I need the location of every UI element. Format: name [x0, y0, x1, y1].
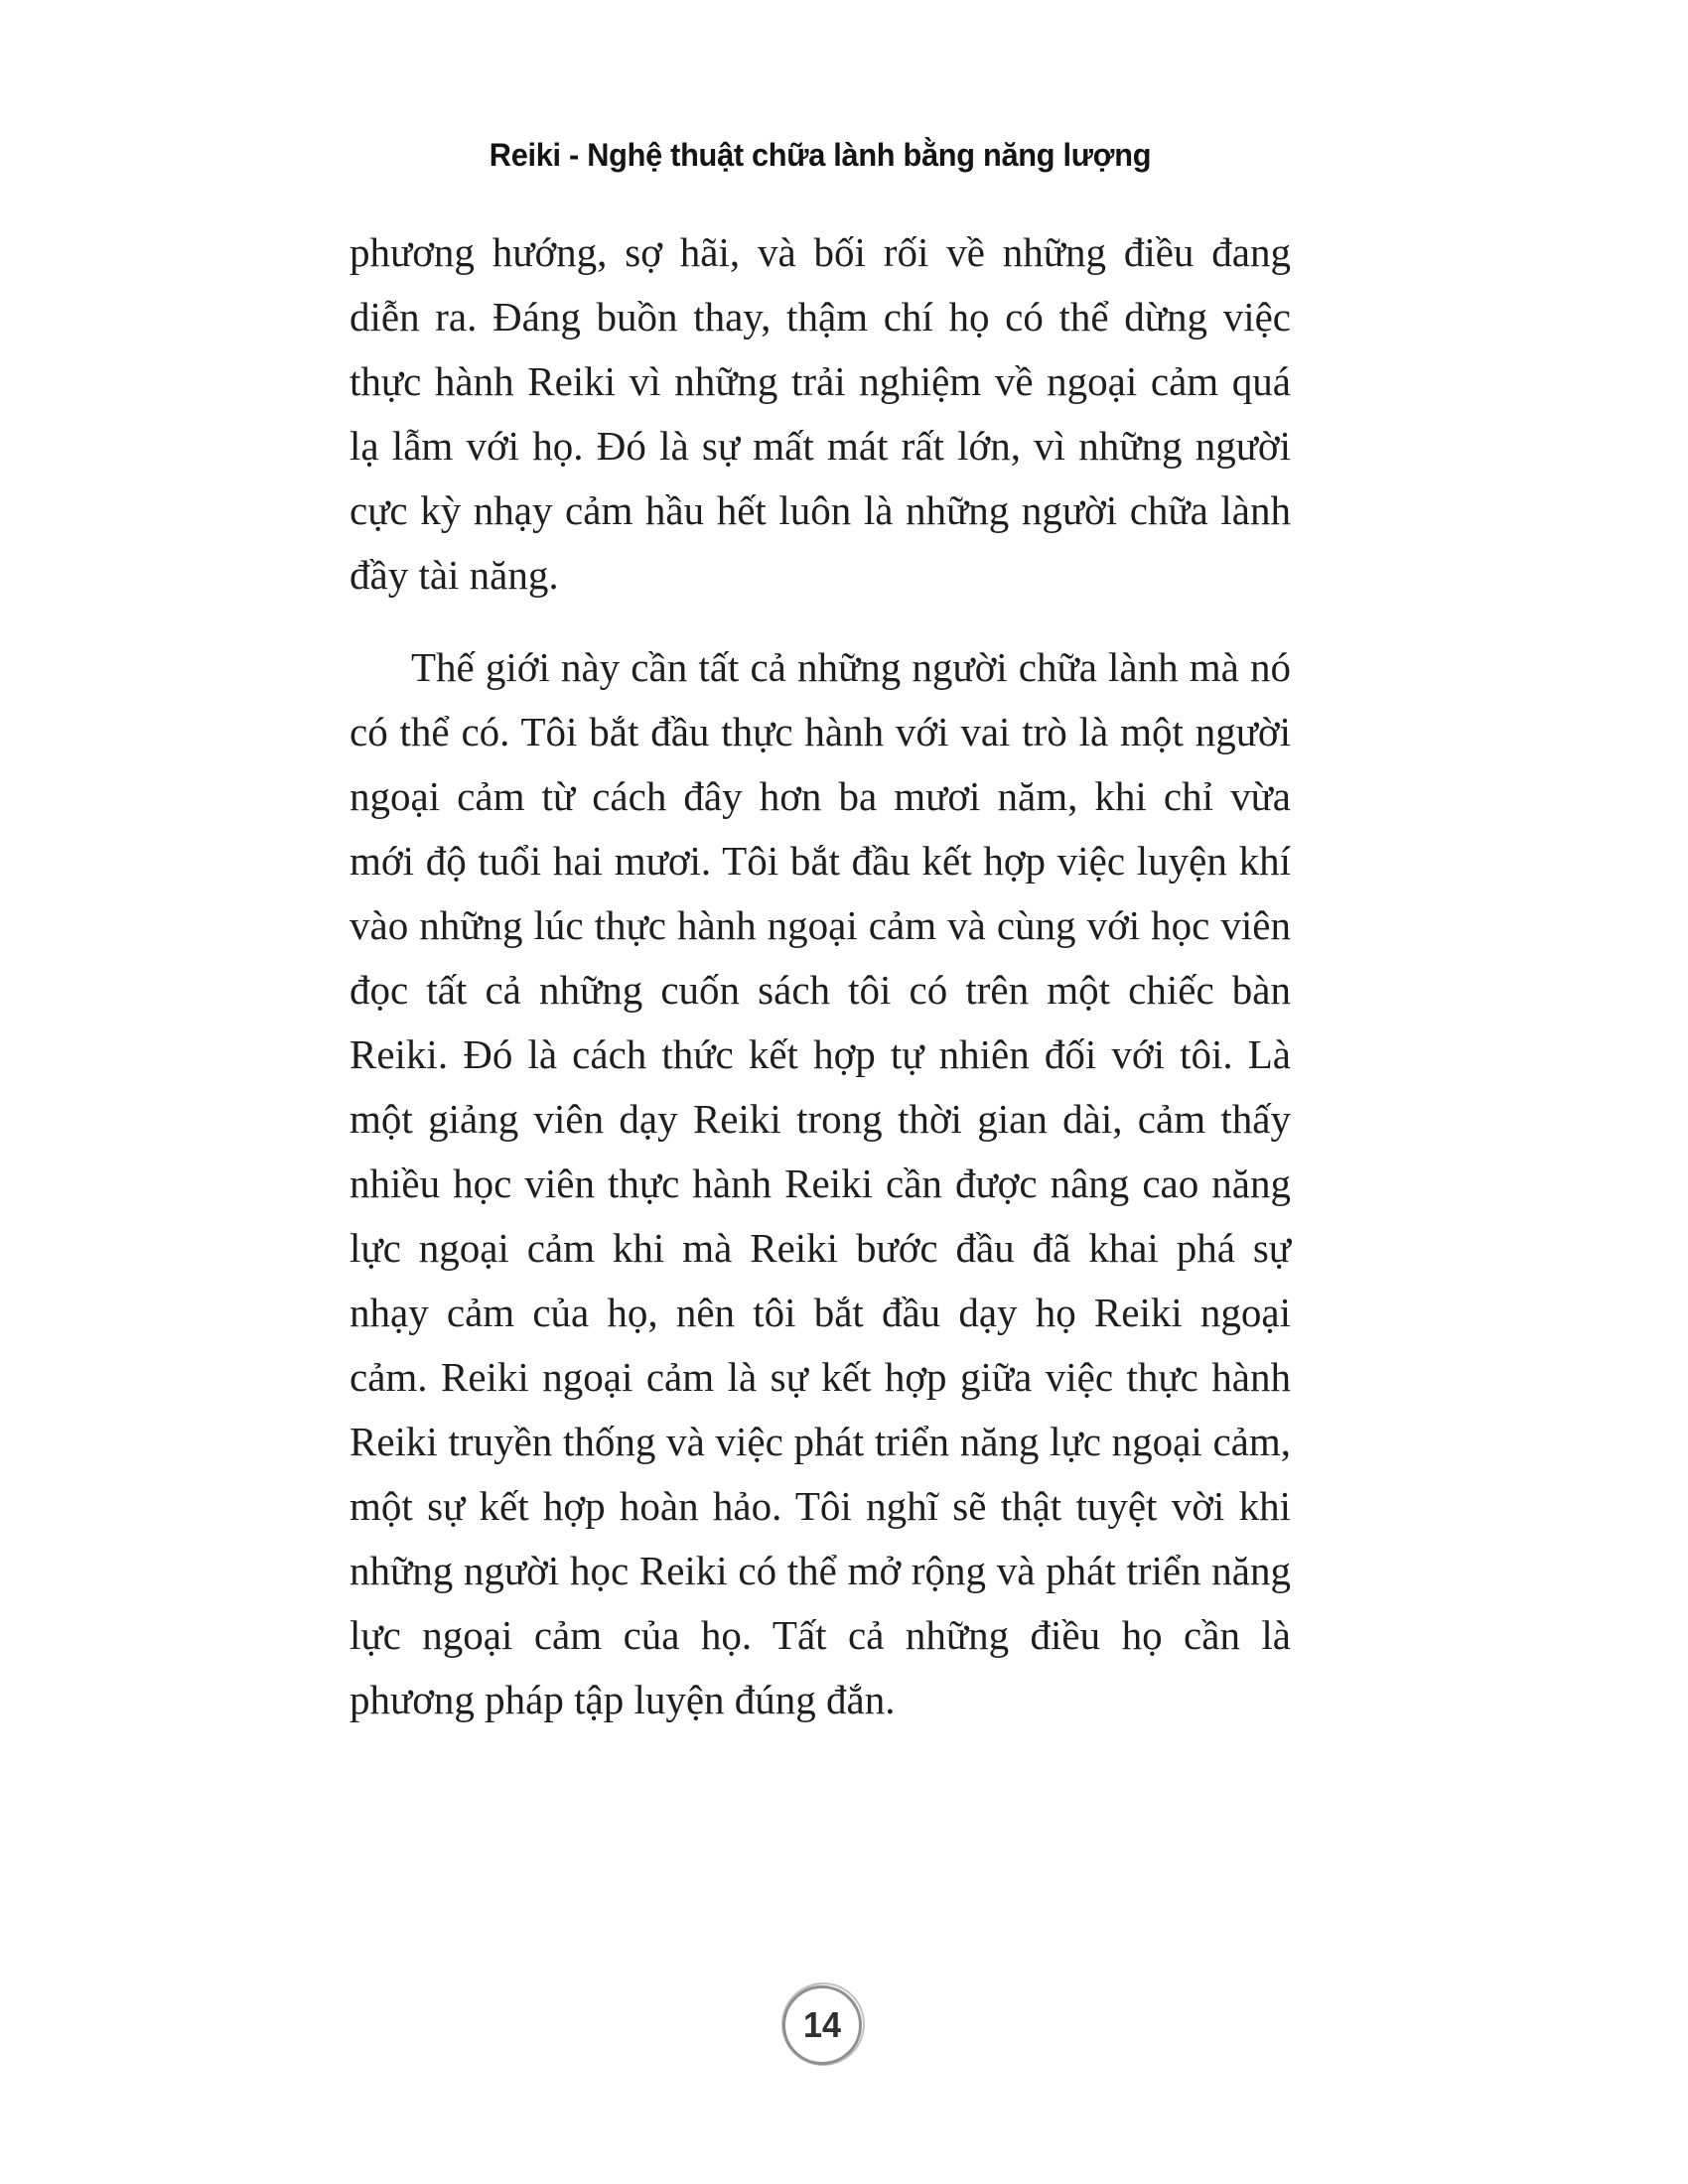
running-header: Reiki - Nghệ thuật chữa lành bằng năng lượng [489, 137, 1152, 173]
page-number: 14 [802, 2004, 842, 2045]
body-paragraph: Thế giới này cần tất cả những người chữa lành mà nó có thể có. Tôi bắt đầu thực hành với vai trò là một người ngoại cảm từ cách đây hơn ba mươi năm, khi chỉ vừa mới độ tuổi hai mươi. Tôi bắt đầu kết hợp việc luyện khí vào những lúc thực hành ngoại cảm và cùng với học viên đọc tất cả những cuốn sách tôi có trên một chiếc bàn Reiki. Đó là cách thức kết hợp tự nhiên đối với tôi. Là một giảng viên dạy Reiki trong thời gian dài, cảm thấy nhiều học viên thực hành Reiki cần được nâng cao năng lực ngoại cảm khi mà Reiki bước đầu đã khai phá sự nhạy cảm của họ, nên tôi bắt đầu dạy họ Reiki ngoại cảm. Reiki ngoại cảm là sự kết hợp giữa việc thực hành Reiki truyền thống và việc phát triển năng lực ngoại cảm, một sự kết hợp hoàn hảo. Tôi nghĩ sẽ thật tuyệt vời khi những người học Reiki có thể mở rộng và phát triển năng lực ngoại cảm của họ. Tất cả những điều họ cần là phương pháp tập luyện đúng đắn. [350, 644, 1291, 1722]
page-number-badge [782, 1985, 862, 2065]
body-text [350, 220, 1291, 1732]
body-paragraph: phương hướng, sợ hãi, và bối rối về những điều đang diễn ra. Đáng buồn thay, thậm chí họ có thể dừng việc thực hành Reiki vì những trải nghiệm về ngoại cảm quá lạ lẫm với họ. Đó là sự mất mát rất lớn, vì những người cực kỳ nhạy cảm hầu hết luôn là những người chữa lành đầy tài năng. [350, 229, 1291, 598]
